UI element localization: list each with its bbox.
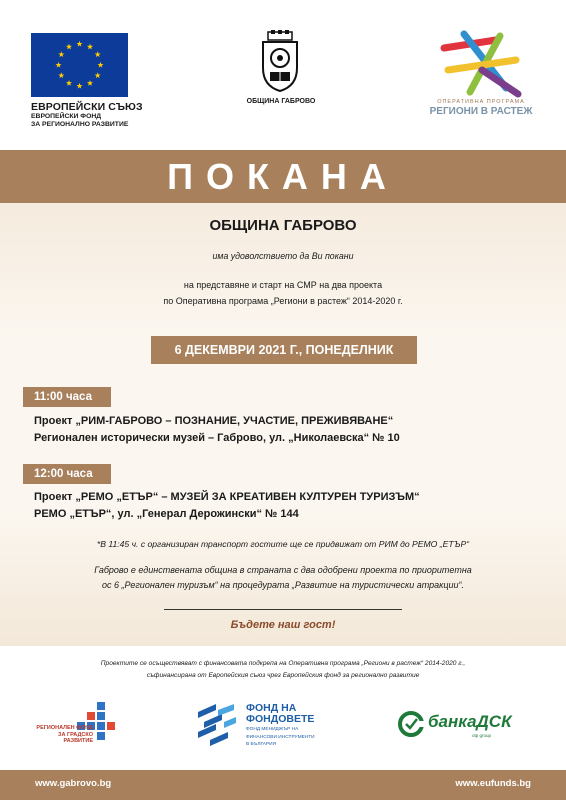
eu-label-line1: ЕВРОПЕЙСКИ СЪЮЗ: [31, 101, 143, 113]
funding-line2: съфинансирана от Европейския съюз чрез Европейския фонд за регионално развитие: [146, 672, 420, 679]
event-time-2: 12:00 часа: [23, 464, 111, 484]
event-2-location: РЕМО „ЕТЪР“, ул. „Генерал Дерожински“ № 144: [34, 508, 299, 520]
gabrovo-website-link[interactable]: www.gabrovo.bg: [35, 778, 112, 789]
eu-label-line2: ЕВРОПЕЙСКИ ФОНД: [31, 113, 102, 120]
rfgr-label-line3: РАЗВИТИЕ: [63, 738, 93, 744]
regions-in-growth-logo-icon: [436, 30, 526, 98]
organizer-name: ОБЩИНА ГАБРОВО: [209, 217, 357, 234]
event-2-project: Проект „РЕМО „ЕТЪР“ – МУЗЕЙ ЗА КРЕАТИВЕН КУЛТУРЕН ТУРИЗЪМ“: [34, 491, 420, 503]
fund-of-funds-line1: ФОНД НА: [246, 702, 297, 714]
title-banner: [0, 150, 566, 203]
invitation-title: ПОКАНА: [167, 156, 399, 197]
dsk-bank-sub: otp group: [472, 733, 492, 738]
transport-note: *В 11:45 ч. с организиран транспорт гостите ще се придвижат от РИМ до РЕМО „ЕТЪР“: [96, 539, 470, 549]
fund-of-funds-sub1: ФОНД МЕНИДЖЪР НА: [246, 727, 299, 732]
rfgr-label-line2: ЗА ГРАДСКО: [58, 731, 93, 738]
event-time-1: 11:00 часа: [23, 387, 111, 407]
footer: [0, 770, 566, 800]
invitation-text: има удоволствието да Ви покани: [212, 251, 354, 261]
divider: [164, 609, 402, 610]
eu-label-line3: ЗА РЕГИОНАЛНО РАЗВИТИЕ: [31, 121, 129, 128]
dsk-bank-name: банкаДСК: [428, 712, 512, 731]
eu-label: [31, 101, 161, 129]
dsk-bank-logo-icon: [398, 711, 424, 737]
gabrovo-crest-icon: [260, 30, 300, 92]
program-label-line1: ОПЕРАТИВНА ПРОГРАМА: [437, 99, 525, 105]
rfgr-label: [31, 725, 93, 745]
municipality-name: ОБЩИНА ГАБРОВО: [246, 98, 316, 105]
fund-of-funds-logo-icon: [194, 702, 238, 748]
presentation-line2: по Оперативна програма „Региони в растеж“ 2014-2020 г.: [163, 296, 403, 306]
event-1-project: Проект „РИМ-ГАБРОВО – ПОЗНАНИЕ, УЧАСТИЕ, ПРЕЖИВЯВАНЕ“: [34, 415, 394, 427]
eu-flag-icon: [31, 33, 128, 97]
program-label-line2: РЕГИОНИ В РАСТЕЖ: [429, 106, 533, 117]
fund-of-funds-line2: ФОНДОВЕТЕ: [246, 713, 315, 725]
fund-of-funds-sub2: ФИНАНСОВИ ИНСТРУМЕНТИ: [246, 734, 315, 740]
funding-line1: Проектите се осъществяват с финансовата подкрепа на Оперативна програма „Региони в растеж“ 2014-2020 г.,: [100, 660, 466, 667]
event-date: 6 ДЕКЕМВРИ 2021 Г., ПОНЕДЕЛНИК: [151, 336, 417, 364]
eufunds-website-link[interactable]: www.eufunds.bg: [455, 778, 531, 789]
gabrovo-statement-line1: Габрово е единствената община в страната с два одобрени проекта по приоритетна: [94, 565, 472, 575]
welcome-text: Бъдете наш гост!: [230, 619, 336, 631]
gabrovo-statement-line2: ос 6 „Регионален туризъм“ на процедурата „Развитие на туристически атракции“.: [101, 580, 465, 590]
rfgr-label-line1: РЕГИОНАЛЕН ФОНД: [36, 725, 93, 731]
fund-of-funds-label: [246, 703, 356, 748]
presentation-line1: на представяне и старт на СМР на два проекта: [183, 280, 383, 290]
fund-of-funds-sub3: В БЪЛГАРИЯ: [246, 742, 277, 747]
event-1-location: Регионален исторически музей – Габрово, ул. „Николаевска“ № 10: [34, 432, 400, 444]
header: [0, 0, 566, 150]
